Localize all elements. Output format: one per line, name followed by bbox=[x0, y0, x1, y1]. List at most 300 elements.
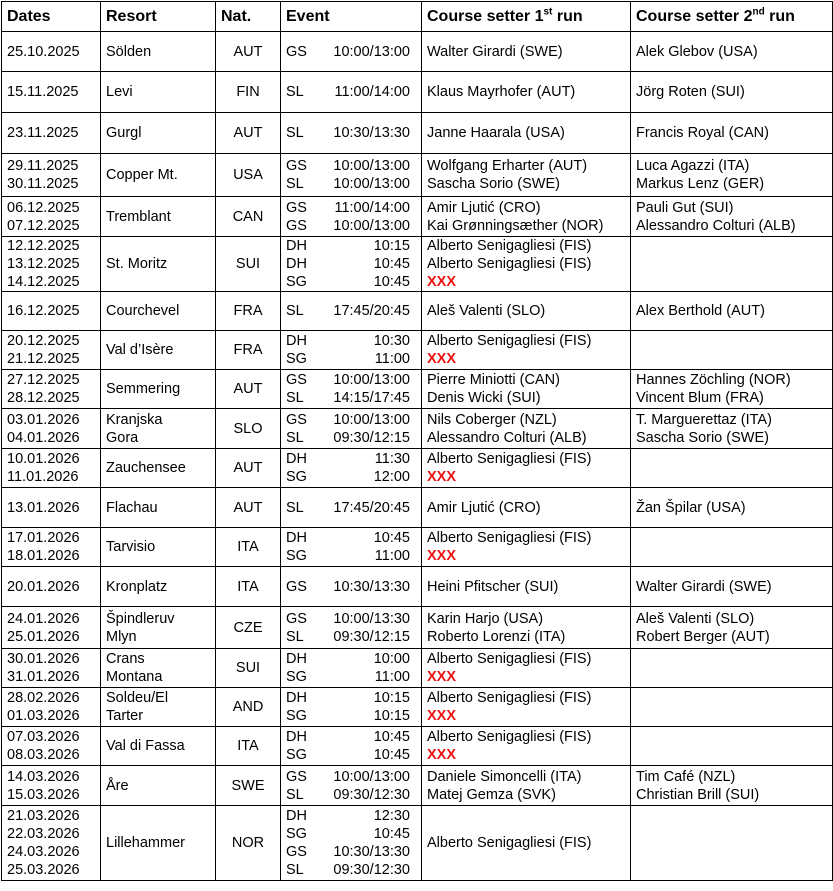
dates-cell-line: 28.02.2026 bbox=[7, 690, 80, 706]
event-cell bbox=[281, 488, 422, 528]
event-time: 09:30/12:30 bbox=[333, 862, 410, 878]
table-row bbox=[2, 32, 833, 72]
dates-cell-line: 27.12.2025 bbox=[7, 372, 80, 388]
dates-cell bbox=[2, 649, 101, 688]
resort-cell bbox=[101, 113, 216, 154]
dates-cell-line: 11.01.2026 bbox=[7, 469, 79, 485]
event-line bbox=[286, 217, 416, 235]
setter1-cell-line: Alberto Senigagliesi (FIS) bbox=[427, 238, 592, 254]
dates-cell-line: 29.11.2025 bbox=[7, 158, 79, 174]
event-type: SL bbox=[286, 303, 304, 319]
dates-cell-line: 12.12.2025 bbox=[7, 238, 80, 254]
event-cell bbox=[281, 607, 422, 649]
event-time: 10:45 bbox=[373, 256, 410, 272]
setter1-cell bbox=[422, 607, 631, 649]
setter1-cell-line: Alberto Senigagliesi (FIS) bbox=[427, 451, 592, 467]
setter1-cell-line: Alberto Senigagliesi (FIS) bbox=[427, 690, 592, 706]
event-line bbox=[286, 468, 416, 486]
setter1-cell-line: XXX bbox=[427, 351, 457, 367]
resort-cell bbox=[101, 766, 216, 806]
setter2-cell bbox=[631, 607, 833, 649]
dates-cell-line: 07.12.2025 bbox=[7, 217, 80, 234]
event-type: DH bbox=[286, 729, 307, 745]
header-setter1-sup: st bbox=[543, 6, 553, 18]
event-time: 10:00/13:00 bbox=[333, 372, 410, 388]
resort-cell bbox=[101, 32, 216, 72]
event-line bbox=[286, 529, 416, 547]
setter1-cell bbox=[422, 409, 631, 449]
event-line bbox=[286, 83, 416, 101]
event-type: GS bbox=[286, 578, 307, 595]
event-type: DH bbox=[286, 808, 307, 824]
setter2-cell-line: Markus Lenz (GER) bbox=[636, 176, 765, 192]
dates-cell-line: 23.11.2025 bbox=[7, 125, 79, 141]
dates-cell-line: 21.03.2026 bbox=[7, 808, 80, 824]
table-row bbox=[2, 292, 833, 331]
setter1-cell-line: Pierre Miniotti (CAN) bbox=[427, 372, 560, 388]
dates-cell bbox=[2, 409, 101, 449]
event-cell bbox=[281, 766, 422, 806]
event-cell bbox=[281, 32, 422, 72]
dates-cell-line: 22.03.2026 bbox=[7, 826, 80, 842]
dates-cell-line: 16.12.2025 bbox=[7, 303, 80, 319]
dates-cell-line: 24.01.2026 bbox=[7, 610, 80, 627]
dates-cell bbox=[2, 727, 101, 766]
resort-cell-line: Zauchensee bbox=[106, 460, 186, 476]
event-time: 11:00 bbox=[374, 548, 410, 564]
dates-cell-line: 03.01.2026 bbox=[7, 411, 80, 428]
resort-cell-line: Kranjska bbox=[106, 411, 163, 428]
table-row bbox=[2, 688, 833, 727]
resort-cell-line: Gora bbox=[106, 429, 139, 446]
setter1-cell-line: XXX bbox=[427, 747, 457, 763]
dates-cell bbox=[2, 806, 101, 881]
setter1-cell-line: Janne Haarala (USA) bbox=[427, 125, 565, 141]
event-type: SL bbox=[286, 125, 304, 141]
event-type: GS bbox=[286, 411, 307, 428]
table-row bbox=[2, 370, 833, 409]
dates-cell-line: 07.03.2026 bbox=[7, 729, 80, 745]
resort-cell-line: Montana bbox=[106, 669, 163, 685]
event-line bbox=[286, 628, 416, 646]
resort-cell bbox=[101, 331, 216, 370]
event-time: 10:30/13:30 bbox=[333, 125, 410, 141]
event-type: SL bbox=[286, 786, 304, 803]
event-type: SL bbox=[286, 176, 304, 192]
dates-cell-line: 13.12.2025 bbox=[7, 256, 80, 272]
setter1-cell-line: Daniele Simoncelli (ITA) bbox=[427, 768, 582, 785]
dates-cell bbox=[2, 197, 101, 237]
nation-cell: AUT bbox=[216, 370, 281, 409]
setter2-cell-line: Pauli Gut (SUI) bbox=[636, 199, 734, 216]
dates-cell-line: 30.11.2025 bbox=[7, 176, 79, 192]
dates-cell bbox=[2, 237, 101, 292]
event-line bbox=[286, 332, 416, 350]
setter1-cell-line: Kai Grønningsæther (NOR) bbox=[427, 217, 604, 234]
dates-cell-line: 21.12.2025 bbox=[7, 351, 80, 367]
resort-cell bbox=[101, 528, 216, 567]
table-row bbox=[2, 567, 833, 607]
event-line bbox=[286, 302, 416, 320]
setter2-cell bbox=[631, 32, 833, 72]
event-type: GS bbox=[286, 372, 307, 388]
event-time: 10:45 bbox=[373, 747, 410, 763]
event-time: 17:45/20:45 bbox=[333, 499, 410, 516]
resort-cell bbox=[101, 370, 216, 409]
event-type: DH bbox=[286, 530, 307, 546]
setter2-cell bbox=[631, 567, 833, 607]
setter1-cell-line: Aleš Valenti (SLO) bbox=[427, 303, 546, 319]
resort-cell-line: Tremblant bbox=[106, 208, 171, 225]
dates-cell bbox=[2, 72, 101, 113]
header-setter1 bbox=[422, 2, 631, 32]
event-line bbox=[286, 371, 416, 389]
nation-cell: SUI bbox=[216, 649, 281, 688]
setter1-cell-line: Amir Ljutić (CRO) bbox=[427, 499, 541, 516]
resort-cell-line: Levi bbox=[106, 84, 133, 100]
event-time: 10:30/13:30 bbox=[333, 844, 410, 860]
setter2-cell bbox=[631, 113, 833, 154]
event-type: SG bbox=[286, 469, 307, 485]
resort-cell-line: Semmering bbox=[106, 381, 181, 397]
event-type: DH bbox=[286, 256, 307, 272]
setter1-cell-line: Amir Ljutić (CRO) bbox=[427, 199, 541, 216]
event-line bbox=[286, 843, 416, 861]
setter1-cell-line: Nils Coberger (NZL) bbox=[427, 411, 557, 428]
resort-cell bbox=[101, 727, 216, 766]
resort-cell bbox=[101, 154, 216, 197]
table-row bbox=[2, 727, 833, 766]
setter1-cell bbox=[422, 688, 631, 727]
event-time: 10:00/13:00 bbox=[333, 176, 410, 192]
event-line bbox=[286, 861, 416, 879]
table-row bbox=[2, 449, 833, 488]
resort-cell bbox=[101, 607, 216, 649]
event-line bbox=[286, 199, 416, 217]
setter1-cell-line: Walter Girardi (SWE) bbox=[427, 43, 563, 60]
table-row bbox=[2, 409, 833, 449]
header-event: Event bbox=[281, 2, 422, 32]
resort-cell-line: Sölden bbox=[106, 43, 152, 60]
event-cell bbox=[281, 649, 422, 688]
setter2-cell bbox=[631, 766, 833, 806]
resort-cell-line: Copper Mt. bbox=[106, 167, 178, 183]
event-type: SL bbox=[286, 628, 304, 645]
event-cell bbox=[281, 331, 422, 370]
event-type: GS bbox=[286, 217, 307, 234]
table-row bbox=[2, 806, 833, 881]
resort-cell-line: Lillehammer bbox=[106, 835, 185, 851]
resort-cell-line: Mlyn bbox=[106, 628, 137, 645]
event-line bbox=[286, 237, 416, 255]
dates-cell-line: 28.12.2025 bbox=[7, 390, 80, 406]
nation-cell: FIN bbox=[216, 72, 281, 113]
resort-cell-line: Kronplatz bbox=[106, 578, 168, 595]
header-setter2-sup: nd bbox=[752, 6, 765, 18]
dates-cell bbox=[2, 607, 101, 649]
setter2-cell bbox=[631, 237, 833, 292]
setter1-cell-line: Alberto Senigagliesi (FIS) bbox=[427, 651, 592, 667]
event-type: GS bbox=[286, 768, 307, 785]
setter2-cell bbox=[631, 370, 833, 409]
resort-cell-line: Tarvisio bbox=[106, 539, 156, 555]
event-type: SG bbox=[286, 548, 307, 564]
setter2-cell-line: Jörg Roten (SUI) bbox=[636, 84, 745, 100]
event-type: SG bbox=[286, 708, 307, 724]
event-type: SG bbox=[286, 351, 307, 367]
setter2-cell-line: Tim Café (NZL) bbox=[636, 768, 736, 785]
table-row bbox=[2, 488, 833, 528]
dates-cell-line: 25.10.2025 bbox=[7, 43, 80, 60]
dates-cell bbox=[2, 688, 101, 727]
setter1-cell bbox=[422, 292, 631, 331]
dates-cell-line: 10.01.2026 bbox=[7, 451, 80, 467]
event-line bbox=[286, 707, 416, 725]
dates-cell-line: 31.01.2026 bbox=[7, 669, 80, 685]
event-cell bbox=[281, 370, 422, 409]
nation-cell: ITA bbox=[216, 727, 281, 766]
dates-cell bbox=[2, 113, 101, 154]
event-time: 09:30/12:30 bbox=[333, 786, 410, 803]
nation-cell: ITA bbox=[216, 528, 281, 567]
setter2-cell bbox=[631, 409, 833, 449]
resort-cell-line: Gurgl bbox=[106, 125, 142, 141]
setter1-cell-line: Sascha Sorio (SWE) bbox=[427, 176, 560, 192]
dates-cell-line: 01.03.2026 bbox=[7, 708, 80, 724]
event-time: 14:15/17:45 bbox=[333, 390, 410, 406]
event-time: 10:45 bbox=[373, 729, 410, 745]
event-type: GS bbox=[286, 43, 307, 60]
dates-cell-line: 15.03.2026 bbox=[7, 786, 80, 803]
table-row bbox=[2, 528, 833, 567]
event-type: SG bbox=[286, 826, 307, 842]
event-type: GS bbox=[286, 610, 307, 627]
resort-cell-line: Tarter bbox=[106, 708, 144, 724]
event-type: GS bbox=[286, 844, 307, 860]
dates-cell-line: 20.01.2026 bbox=[7, 578, 80, 595]
event-line bbox=[286, 124, 416, 142]
setter1-cell bbox=[422, 449, 631, 488]
table-row bbox=[2, 72, 833, 113]
resort-cell bbox=[101, 649, 216, 688]
resort-cell bbox=[101, 72, 216, 113]
nation-cell: AUT bbox=[216, 113, 281, 154]
setter2-cell bbox=[631, 154, 833, 197]
event-time: 10:00/13:00 bbox=[333, 411, 410, 428]
nation-cell: SWE bbox=[216, 766, 281, 806]
nation-cell: AUT bbox=[216, 488, 281, 528]
event-time: 11:00 bbox=[374, 351, 410, 367]
dates-cell-line: 14.12.2025 bbox=[7, 274, 80, 290]
event-line bbox=[286, 746, 416, 764]
resort-cell bbox=[101, 409, 216, 449]
setter2-cell bbox=[631, 488, 833, 528]
setter1-cell bbox=[422, 32, 631, 72]
nation-cell: AUT bbox=[216, 449, 281, 488]
setter2-cell-line: Sascha Sorio (SWE) bbox=[636, 429, 769, 446]
event-line bbox=[286, 578, 416, 596]
event-cell bbox=[281, 567, 422, 607]
event-cell bbox=[281, 292, 422, 331]
schedule-body bbox=[2, 32, 833, 881]
event-type: DH bbox=[286, 690, 307, 706]
nation-cell: CZE bbox=[216, 607, 281, 649]
event-time: 10:45 bbox=[373, 274, 410, 290]
event-type: SL bbox=[286, 499, 304, 516]
event-type: SL bbox=[286, 84, 304, 100]
table-row bbox=[2, 649, 833, 688]
dates-cell-line: 08.03.2026 bbox=[7, 747, 80, 763]
setter2-cell-line: Hannes Zöchling (NOR) bbox=[636, 372, 791, 388]
nation-cell: CAN bbox=[216, 197, 281, 237]
setter2-cell bbox=[631, 197, 833, 237]
dates-cell-line: 25.01.2026 bbox=[7, 628, 80, 645]
nation-cell: SLO bbox=[216, 409, 281, 449]
table-row bbox=[2, 197, 833, 237]
setter2-cell bbox=[631, 292, 833, 331]
resort-cell bbox=[101, 449, 216, 488]
nation-cell: ITA bbox=[216, 567, 281, 607]
table-row bbox=[2, 331, 833, 370]
event-line bbox=[286, 547, 416, 565]
event-time: 17:45/20:45 bbox=[333, 303, 410, 319]
event-type: DH bbox=[286, 238, 307, 254]
setter2-cell-line: Walter Girardi (SWE) bbox=[636, 578, 772, 595]
event-cell bbox=[281, 449, 422, 488]
event-cell bbox=[281, 113, 422, 154]
resort-cell-line: Val di Fassa bbox=[106, 738, 185, 754]
setter1-cell-line: Karin Harjo (USA) bbox=[427, 610, 544, 627]
resort-cell bbox=[101, 292, 216, 331]
dates-cell bbox=[2, 567, 101, 607]
event-type: SG bbox=[286, 669, 307, 685]
dates-cell bbox=[2, 331, 101, 370]
setter2-cell bbox=[631, 72, 833, 113]
setter1-cell-line: Klaus Mayrhofer (AUT) bbox=[427, 84, 576, 100]
header-setter1-suffix: run bbox=[552, 7, 583, 25]
header-setter2-suffix: run bbox=[764, 7, 795, 25]
event-line bbox=[286, 350, 416, 368]
resort-cell-line: Soldeu/El bbox=[106, 690, 169, 706]
setter1-cell-line: XXX bbox=[427, 548, 457, 564]
event-time: 10:45 bbox=[373, 530, 410, 546]
schedule-table bbox=[1, 1, 833, 881]
setter2-cell-line: Aleš Valenti (SLO) bbox=[636, 610, 755, 627]
setter1-cell-line: Heini Pfitscher (SUI) bbox=[427, 578, 559, 595]
event-time: 11:30 bbox=[374, 451, 410, 467]
header-setter2 bbox=[631, 2, 833, 32]
resort-cell bbox=[101, 488, 216, 528]
table-row bbox=[2, 607, 833, 649]
resort-cell-line: Flachau bbox=[106, 499, 158, 516]
event-time: 11:00/14:00 bbox=[334, 84, 410, 100]
event-line bbox=[286, 389, 416, 407]
setter2-cell bbox=[631, 449, 833, 488]
setter1-cell-line: Wolfgang Erharter (AUT) bbox=[427, 158, 588, 174]
setter1-cell-line: Alberto Senigagliesi (FIS) bbox=[427, 835, 592, 851]
nation-cell: FRA bbox=[216, 292, 281, 331]
event-cell bbox=[281, 154, 422, 197]
setter1-cell-line: XXX bbox=[427, 274, 457, 290]
event-cell bbox=[281, 197, 422, 237]
dates-cell bbox=[2, 370, 101, 409]
dates-cell bbox=[2, 154, 101, 197]
dates-cell bbox=[2, 528, 101, 567]
event-type: GS bbox=[286, 199, 307, 216]
dates-cell bbox=[2, 292, 101, 331]
header-row bbox=[2, 2, 833, 32]
event-time: 10:00/13:00 bbox=[333, 217, 410, 234]
setter1-cell bbox=[422, 649, 631, 688]
setter1-cell-line: Roberto Lorenzi (ITA) bbox=[427, 628, 566, 645]
event-time: 10:00 bbox=[373, 651, 410, 667]
setter1-cell bbox=[422, 154, 631, 197]
event-cell bbox=[281, 237, 422, 292]
resort-cell-line: Špindleruv bbox=[106, 610, 175, 627]
nation-cell: FRA bbox=[216, 331, 281, 370]
setter1-cell bbox=[422, 567, 631, 607]
event-line bbox=[286, 807, 416, 825]
event-line bbox=[286, 43, 416, 61]
resort-cell-line: Åre bbox=[106, 777, 129, 794]
event-line bbox=[286, 610, 416, 628]
event-cell bbox=[281, 688, 422, 727]
setter2-cell bbox=[631, 727, 833, 766]
event-time: 11:00/14:00 bbox=[334, 199, 410, 216]
setter2-cell-line: Luca Agazzi (ITA) bbox=[636, 158, 750, 174]
event-type: SL bbox=[286, 862, 304, 878]
dates-cell-line: 18.01.2026 bbox=[7, 548, 80, 564]
event-line bbox=[286, 668, 416, 686]
table-row bbox=[2, 237, 833, 292]
event-time: 11:00 bbox=[374, 669, 410, 685]
event-cell bbox=[281, 806, 422, 881]
dates-cell-line: 17.01.2026 bbox=[7, 530, 80, 546]
event-time: 10:15 bbox=[373, 690, 410, 706]
event-line bbox=[286, 255, 416, 273]
setter2-cell-line: T. Marguerettaz (ITA) bbox=[636, 411, 772, 428]
event-line bbox=[286, 273, 416, 291]
setter2-cell-line: Alex Berthold (AUT) bbox=[636, 303, 765, 319]
dates-cell-line: 24.03.2026 bbox=[7, 844, 80, 860]
setter2-cell-line: Christian Brill (SUI) bbox=[636, 786, 760, 803]
dates-cell-line: 30.01.2026 bbox=[7, 651, 80, 667]
event-line bbox=[286, 499, 416, 517]
resort-cell bbox=[101, 237, 216, 292]
event-time: 10:30/13:30 bbox=[333, 578, 410, 595]
header-nat: Nat. bbox=[216, 2, 281, 32]
table-row bbox=[2, 154, 833, 197]
setter1-cell bbox=[422, 370, 631, 409]
setter1-cell bbox=[422, 488, 631, 528]
event-type: DH bbox=[286, 451, 307, 467]
setter1-cell bbox=[422, 766, 631, 806]
event-type: SL bbox=[286, 390, 304, 406]
event-line bbox=[286, 650, 416, 668]
resort-cell-line: Courchevel bbox=[106, 303, 180, 319]
dates-cell-line: 20.12.2025 bbox=[7, 333, 80, 349]
setter2-cell-line: Žan Špilar (USA) bbox=[636, 499, 746, 516]
setter1-cell bbox=[422, 727, 631, 766]
event-line bbox=[286, 450, 416, 468]
event-type: GS bbox=[286, 158, 307, 174]
setter1-cell bbox=[422, 806, 631, 881]
resort-cell bbox=[101, 197, 216, 237]
setter1-cell bbox=[422, 528, 631, 567]
event-type: DH bbox=[286, 333, 307, 349]
setter2-cell-line: Alek Glebov (USA) bbox=[636, 43, 758, 60]
event-time: 12:00 bbox=[373, 469, 410, 485]
